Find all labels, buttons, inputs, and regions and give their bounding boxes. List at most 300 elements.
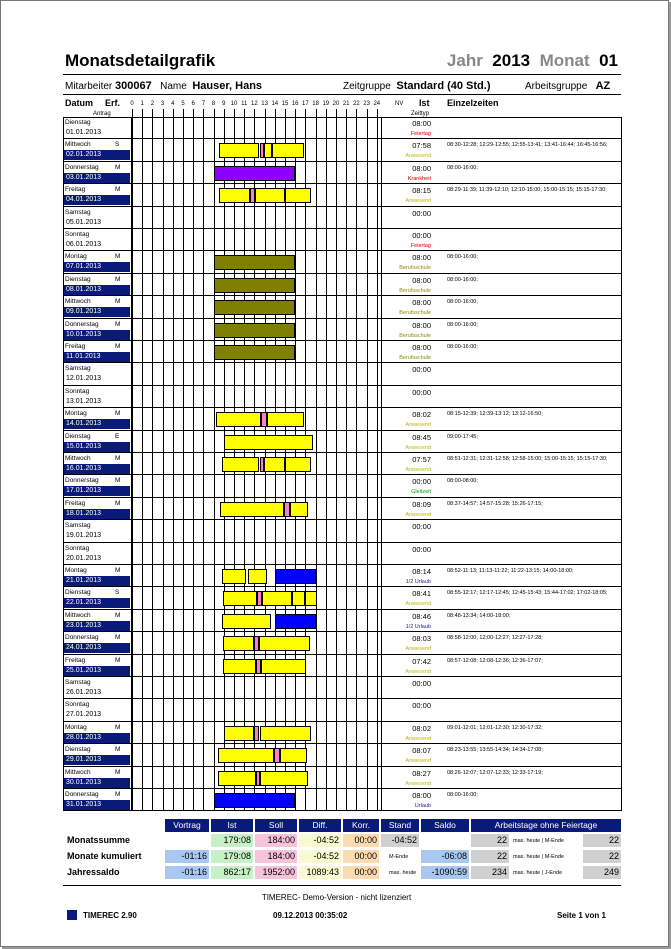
hour-tick [234,109,235,117]
mitarbeiter-value: 300067 [115,80,152,92]
zeittyp-label: Anwesend [405,735,431,742]
th-vortrag: Vortrag [165,819,209,832]
date-label: 03.01.2013 [64,173,130,183]
zeittyp-label: Feiertag [410,243,431,249]
date-label: 29.01.2013 [64,755,130,765]
zeitgruppe-block [343,80,491,92]
day-row [63,632,621,654]
weekday-label: Samstag [65,679,91,686]
date-label: 07.01.2013 [64,262,130,272]
column-header-rule [63,117,621,118]
hour-tick [265,109,266,117]
info-rule [63,94,621,95]
weekday-label: Sonntag [65,231,90,238]
hour-tick [356,109,357,117]
footer-app: TIMEREC 2.90 [83,911,137,920]
zeittyp-label: Feiertag [410,131,431,137]
entry-code: S [115,589,120,597]
time-bar [290,502,308,517]
day-row [63,386,621,408]
hour-label: 6 [191,101,195,107]
date-label: 25.01.2013 [64,666,130,676]
date-label: 22.01.2013 [64,598,130,608]
footer-datetime: 09.12.2013 00:35:02 [273,911,348,920]
einzelzeiten-text: 08:00-16:00; [447,344,478,350]
time-bar [214,345,296,360]
hour-label: 4 [171,101,175,107]
ist-value: 08:15 [412,186,431,196]
time-bar [214,323,296,338]
entry-code: M [115,186,121,194]
hour-label: 5 [181,101,185,107]
entry-code: M [115,768,121,776]
ist-value: 08:09 [412,499,431,509]
zeittyp-label: Berufsschule [399,310,431,317]
time-bar [214,278,296,293]
summary-saldo-cell: -1090:59 [421,866,469,879]
time-bar [264,457,285,472]
zeitgruppe-label: Zeitgruppe [343,81,391,92]
ist-value: 07:58 [412,141,431,151]
time-bar [285,457,311,472]
entry-code: M [115,791,121,798]
date-label: 05.01.2013 [66,218,102,226]
entry-code: S [115,141,120,149]
time-bar [275,569,316,584]
date-label: 21.01.2013 [64,576,130,586]
hour-tick [214,109,215,117]
stand-note: M-Ende [389,854,409,860]
weekday-label: Mittwoch [65,611,91,619]
summary-diff-cell: -04:52 [299,850,341,863]
name-value: Hauser, Hans [192,80,263,92]
time-bar [261,659,307,674]
time-bar [214,300,296,315]
arbeitsgruppe-block [525,80,610,92]
weekday-label: Mittwoch [65,298,91,306]
date-label: 11.01.2013 [64,352,130,362]
hour-tick [295,109,296,117]
zeittyp-label: Anwesend [405,198,431,205]
day-row [63,431,621,453]
date-label: 19.01.2013 [66,532,102,540]
einzelzeiten-text: 09:01-12:01; 12:01-12:30; 12:30-17:32; [447,724,543,731]
weekday-label: Sonntag [65,544,90,552]
zeittyp-label: Anwesend [405,668,431,675]
summary-row-label: Jahressaldo [67,867,120,877]
day-row [63,744,621,766]
weekday-label: Freitag [65,186,86,194]
day-row [63,296,621,318]
entry-code: M [115,746,121,754]
hour-label: 2 [150,101,155,107]
day-row [63,207,621,229]
einzelzeiten-text: 08:23-13:55; 13:55-14:34; 14:34-17:08; [447,747,543,754]
zeittyp-label: Krankheit [407,175,431,182]
hour-tick [377,109,378,117]
weekday-label: Donnerstag [65,634,99,642]
date-label: 18.01.2013 [64,509,130,519]
date-label: 13.01.2013 [66,397,102,405]
arbeitsgruppe-label: Arbeitsgruppe [525,81,588,92]
hour-label: 16 [291,101,299,107]
col-zeittyp: Zeittyp [411,111,430,117]
ist-value: 00:00 [412,544,431,554]
hour-tick [326,109,327,117]
date-label: 02.01.2013 [64,150,130,160]
ist-value: 08:00 [412,163,431,173]
einzelzeiten-text: 08:55-12:17; 12:17-12:45; 12:45-15:43; 15:44-17:02; 17:02-18:05; [447,590,608,597]
footer-rule [63,885,621,886]
time-bar [219,188,251,203]
arbeitstage-note: max. heute | M-Ende [513,838,564,844]
day-row [63,319,621,341]
zeittyp-label: Anwesend [405,646,431,653]
einzelzeiten-text: 08:37-14:57; 14:57-15:28; 15:26-17:15; [447,500,543,507]
hour-label: 18 [312,101,319,107]
col-erf: Erf. [105,98,121,108]
hour-label: 19 [322,101,330,107]
time-bar [214,255,296,270]
hour-label: 7 [201,101,206,107]
weekday-label: Dienstag [65,432,91,440]
th-soll: Soll [255,819,297,832]
hour-label: 13 [261,101,268,107]
time-bar [272,143,305,158]
entry-code: M [115,634,121,642]
weekday-label: Dienstag [65,746,91,754]
hour-tick [132,109,133,117]
time-bar [224,726,255,741]
summary-at1-cell: 22 [471,834,509,847]
column-divider [621,117,622,811]
summary-korr-cell: 00:00 [343,850,379,863]
zeittyp-label: Anwesend [405,601,431,608]
einzelzeiten-text: 08:00-16:00; [447,164,478,171]
day-row [63,475,621,497]
hour-tick [275,109,276,117]
ist-value: 08:00 [412,320,431,330]
einzelzeiten-text: 08:26-12:07; 12:07-12:33; 12:33-17:19; [447,769,543,776]
day-row [63,408,621,430]
entry-code: M [115,477,121,485]
col-antrag: Antrag [93,111,111,117]
hour-tick [183,109,184,117]
day-row [63,520,621,542]
date-label: 30.01.2013 [64,778,130,788]
day-row [63,610,621,632]
ist-value: 08:27 [412,768,431,778]
summary-diff-cell: -04:52 [299,834,341,847]
ist-value: 00:00 [412,477,431,487]
time-bar [280,748,306,763]
date-label: 16.01.2013 [64,464,130,474]
pause-bar [274,748,281,763]
summary-soll-cell: 184:00 [255,850,297,863]
day-row [63,767,621,789]
stand-note: max. heute [389,870,417,876]
time-bar [259,636,310,651]
time-bar [285,188,311,203]
period-header [447,51,618,71]
col-datum: Datum [65,98,94,108]
th-stand: Stand [381,819,419,832]
ist-value: 00:00 [412,701,431,711]
entry-code: M [115,723,121,731]
col-nv: NV [395,101,404,107]
arbeitstage-note: max. heute | M-Ende [513,854,564,860]
date-label: 14.01.2013 [64,419,130,429]
hour-label: 15 [281,101,289,107]
day-row [63,699,621,721]
zeittyp-label: Anwesend [405,511,431,518]
hour-tick [254,109,255,117]
jahr-label: Jahr [446,51,483,70]
einzelzeiten-text: 08:30-12:28; 12:29-12:55; 12:55-13:41; 13:41-16:44; 16:45-16:56; [447,142,608,149]
time-bar [219,143,260,158]
ist-value: 08:00 [412,791,431,800]
arbeitsgruppe-value: AZ [595,80,611,92]
day-row [63,677,621,699]
weekday-label: Donnerstag [65,163,99,171]
summary-at2-cell: 249 [583,866,621,879]
date-label: 04.01.2013 [64,195,130,205]
hour-tick [142,109,143,117]
ist-value: 08:02 [412,410,431,420]
ist-value: 00:00 [412,208,431,218]
ist-value: 08:41 [412,589,431,599]
th-ist: Ist [211,819,253,832]
row-divider [63,810,621,811]
ist-value: 08:00 [412,343,431,352]
ist-value: 08:03 [412,634,431,644]
th-arbeitstage: Arbeitstage ohne Feiertage [471,819,621,832]
hour-label: 1 [140,101,144,107]
time-bar [220,502,285,517]
hour-label: 10 [230,101,238,107]
hour-tick [336,109,337,117]
summary-at2-cell: 22 [583,834,621,847]
date-label: 27.01.2013 [66,711,102,719]
time-bar [224,435,313,450]
summary-soll-cell: 184:00 [255,834,297,847]
hour-tick [285,109,286,117]
time-bar [255,188,285,203]
day-row [63,543,621,565]
th-diff: Diff. [299,819,341,832]
time-bar [264,143,272,158]
summary-diff-cell: 1089:43 [299,866,341,879]
hour-label: 3 [160,101,165,107]
day-row [63,363,621,385]
entry-code: M [115,499,121,507]
monat-value: 01 [599,51,618,70]
report-title: Monatsdetailgrafik [65,51,216,70]
ist-value: 00:00 [412,387,431,397]
summary-soll-cell: 1952:00 [255,866,297,879]
time-bar [260,726,312,741]
weekday-label: Montag [65,410,87,418]
ist-value: 08:46 [412,611,431,621]
entry-code: M [115,253,121,261]
hour-label: 12 [251,101,258,107]
hour-tick [367,109,368,117]
weekday-label: Sonntag [65,701,90,709]
weekday-label: Dienstag [65,119,91,126]
hour-tick [244,109,245,117]
hour-tick [203,109,204,117]
time-bar [222,569,246,584]
header-rule [63,74,621,75]
zeittyp-label: Gleitzeit [411,489,431,496]
th-korr: Korr. [343,819,379,832]
day-row [63,251,621,273]
time-bar [305,591,316,606]
day-row [63,229,621,251]
time-bar [214,166,296,181]
zeittyp-label: 1/2 Urlaub [405,579,431,585]
date-label: 24.01.2013 [64,643,130,653]
entry-code: M [115,298,121,306]
entry-code: M [115,455,121,462]
ist-value: 07:57 [412,455,431,464]
mitarbeiter-label: Mitarbeiter [65,81,113,92]
weekday-label: Montag [65,567,87,574]
date-label: 08.01.2013 [64,285,130,295]
ist-value: 08:07 [412,746,431,756]
summary-stand-cell: -04:52 [381,834,419,847]
einzelzeiten-text: 08:00-16:00; [447,254,478,261]
hour-tick [224,109,225,117]
einzelzeiten-text: 08:15-12:39; 12:39-13:12; 13:12-16:50; [447,411,543,418]
col-ist: Ist [419,98,430,108]
time-bar [214,793,296,808]
day-row [63,139,621,161]
day-row [63,162,621,184]
day-row [63,341,621,363]
date-label: 20.01.2013 [66,554,102,562]
hour-label: 24 [373,101,381,107]
ist-value: 08:00 [412,253,431,263]
footer-page: Seite 1 von 1 [557,911,606,920]
summary-vortrag-cell: -01:16 [165,866,209,879]
weekday-label: Freitag [65,656,86,664]
einzelzeiten-text: 08:58-12:00; 12:00-12:27; 12:27-17:28; [447,635,543,642]
einzelzeiten-text: 08:00-16:00; [447,276,478,283]
hour-label: 22 [353,101,360,107]
demo-note: TIMEREC- Demo-Version - nicht lizenziert [261,893,412,902]
time-bar [262,591,292,606]
day-row [63,117,621,139]
day-row [63,565,621,587]
weekday-label: Samstag [65,365,91,373]
hour-tick [163,109,164,117]
date-label: 31.01.2013 [64,800,130,810]
entry-code: M [115,656,121,664]
day-row [63,655,621,677]
zeittyp-label: Berufsschule [399,355,431,361]
time-bar [267,412,304,427]
date-label: 09.01.2013 [64,307,130,317]
date-label: 06.01.2013 [66,241,102,248]
einzelzeiten-text: 08:57-12:08; 12:08-12:36; 12:36-17:07; [447,657,543,664]
day-row [63,184,621,206]
einzelzeiten-text: 09:00-17:45; [447,433,478,440]
ist-value: 00:00 [412,522,431,532]
col-einzelzeiten: Einzelzeiten [447,98,499,108]
einzelzeiten-text: 08:52-11:13; 11:13-11:22; 11:22-13:15; 14:00-18:00; [447,568,574,574]
ist-value: 00:00 [412,365,431,375]
zeitgruppe-value: Standard (40 Std.) [396,80,491,92]
date-label: 01.01.2013 [66,129,102,136]
zeittyp-label: 1/2 Urlaub [405,623,431,630]
date-label: 12.01.2013 [66,375,102,383]
time-bar [260,771,308,786]
zeittyp-label: Anwesend [405,153,431,160]
summary-ist-cell: 179:08 [211,834,253,847]
weekday-label: Montag [65,253,87,261]
ist-value: 00:00 [412,231,431,240]
date-label: 23.01.2013 [64,621,130,631]
hour-label: 17 [302,101,309,107]
hour-tick [305,109,306,117]
einzelzeiten-text: 08:51-12:31; 12:31-12:58; 12:58-15:00; 15:00-15:15; 15:15-17:30; [447,456,608,462]
zeittyp-label: Berufsschule [399,332,431,339]
time-bar [223,591,258,606]
day-row [63,274,621,296]
name-label: Name [160,81,187,92]
day-row [63,722,621,744]
summary-at1-cell: 22 [471,850,509,863]
monat-label: Monat [539,51,590,70]
ist-value: 08:45 [412,432,431,442]
zeittyp-label: Anwesend [405,444,431,451]
time-bar [248,569,267,584]
ist-value: 07:42 [412,656,431,666]
time-bar [222,614,271,629]
summary-row-label: Monatssumme [67,835,131,845]
day-row [63,498,621,520]
hour-tick [173,109,174,117]
summary-vortrag-cell: -01:16 [165,850,209,863]
hour-label: 9 [222,101,226,107]
entry-code: M [115,163,121,171]
einzelzeiten-text: 08:29-11:39; 11:39-12:10; 12:10-15:00; 15:00-15:15; 15:15-17:30; [447,187,607,194]
ist-value: 08:00 [412,298,431,308]
day-row [63,587,621,609]
weekday-label: Mittwoch [65,768,91,776]
zeittyp-label: Anwesend [405,758,431,765]
einzelzeiten-text: 08:00-16:00; [447,321,478,328]
employee-info [65,80,621,92]
time-bar [275,614,316,629]
hour-label: 21 [342,101,350,107]
time-bar [216,412,261,427]
einzelzeiten-text: 08:00-08:00; [447,478,478,485]
entry-code: M [115,567,121,574]
hour-label: 8 [211,101,216,107]
weekday-label: Montag [65,723,87,731]
hour-tick [316,109,317,117]
hour-tick [193,109,194,117]
zeittyp-label: Berufsschule [399,265,431,272]
hour-label: 0 [130,101,134,107]
date-label: 17.01.2013 [64,486,130,496]
date-label: 28.01.2013 [64,733,130,743]
einzelzeiten-text: 08:00-16:00; [447,792,478,798]
time-bar [218,771,256,786]
time-bar [292,591,305,606]
